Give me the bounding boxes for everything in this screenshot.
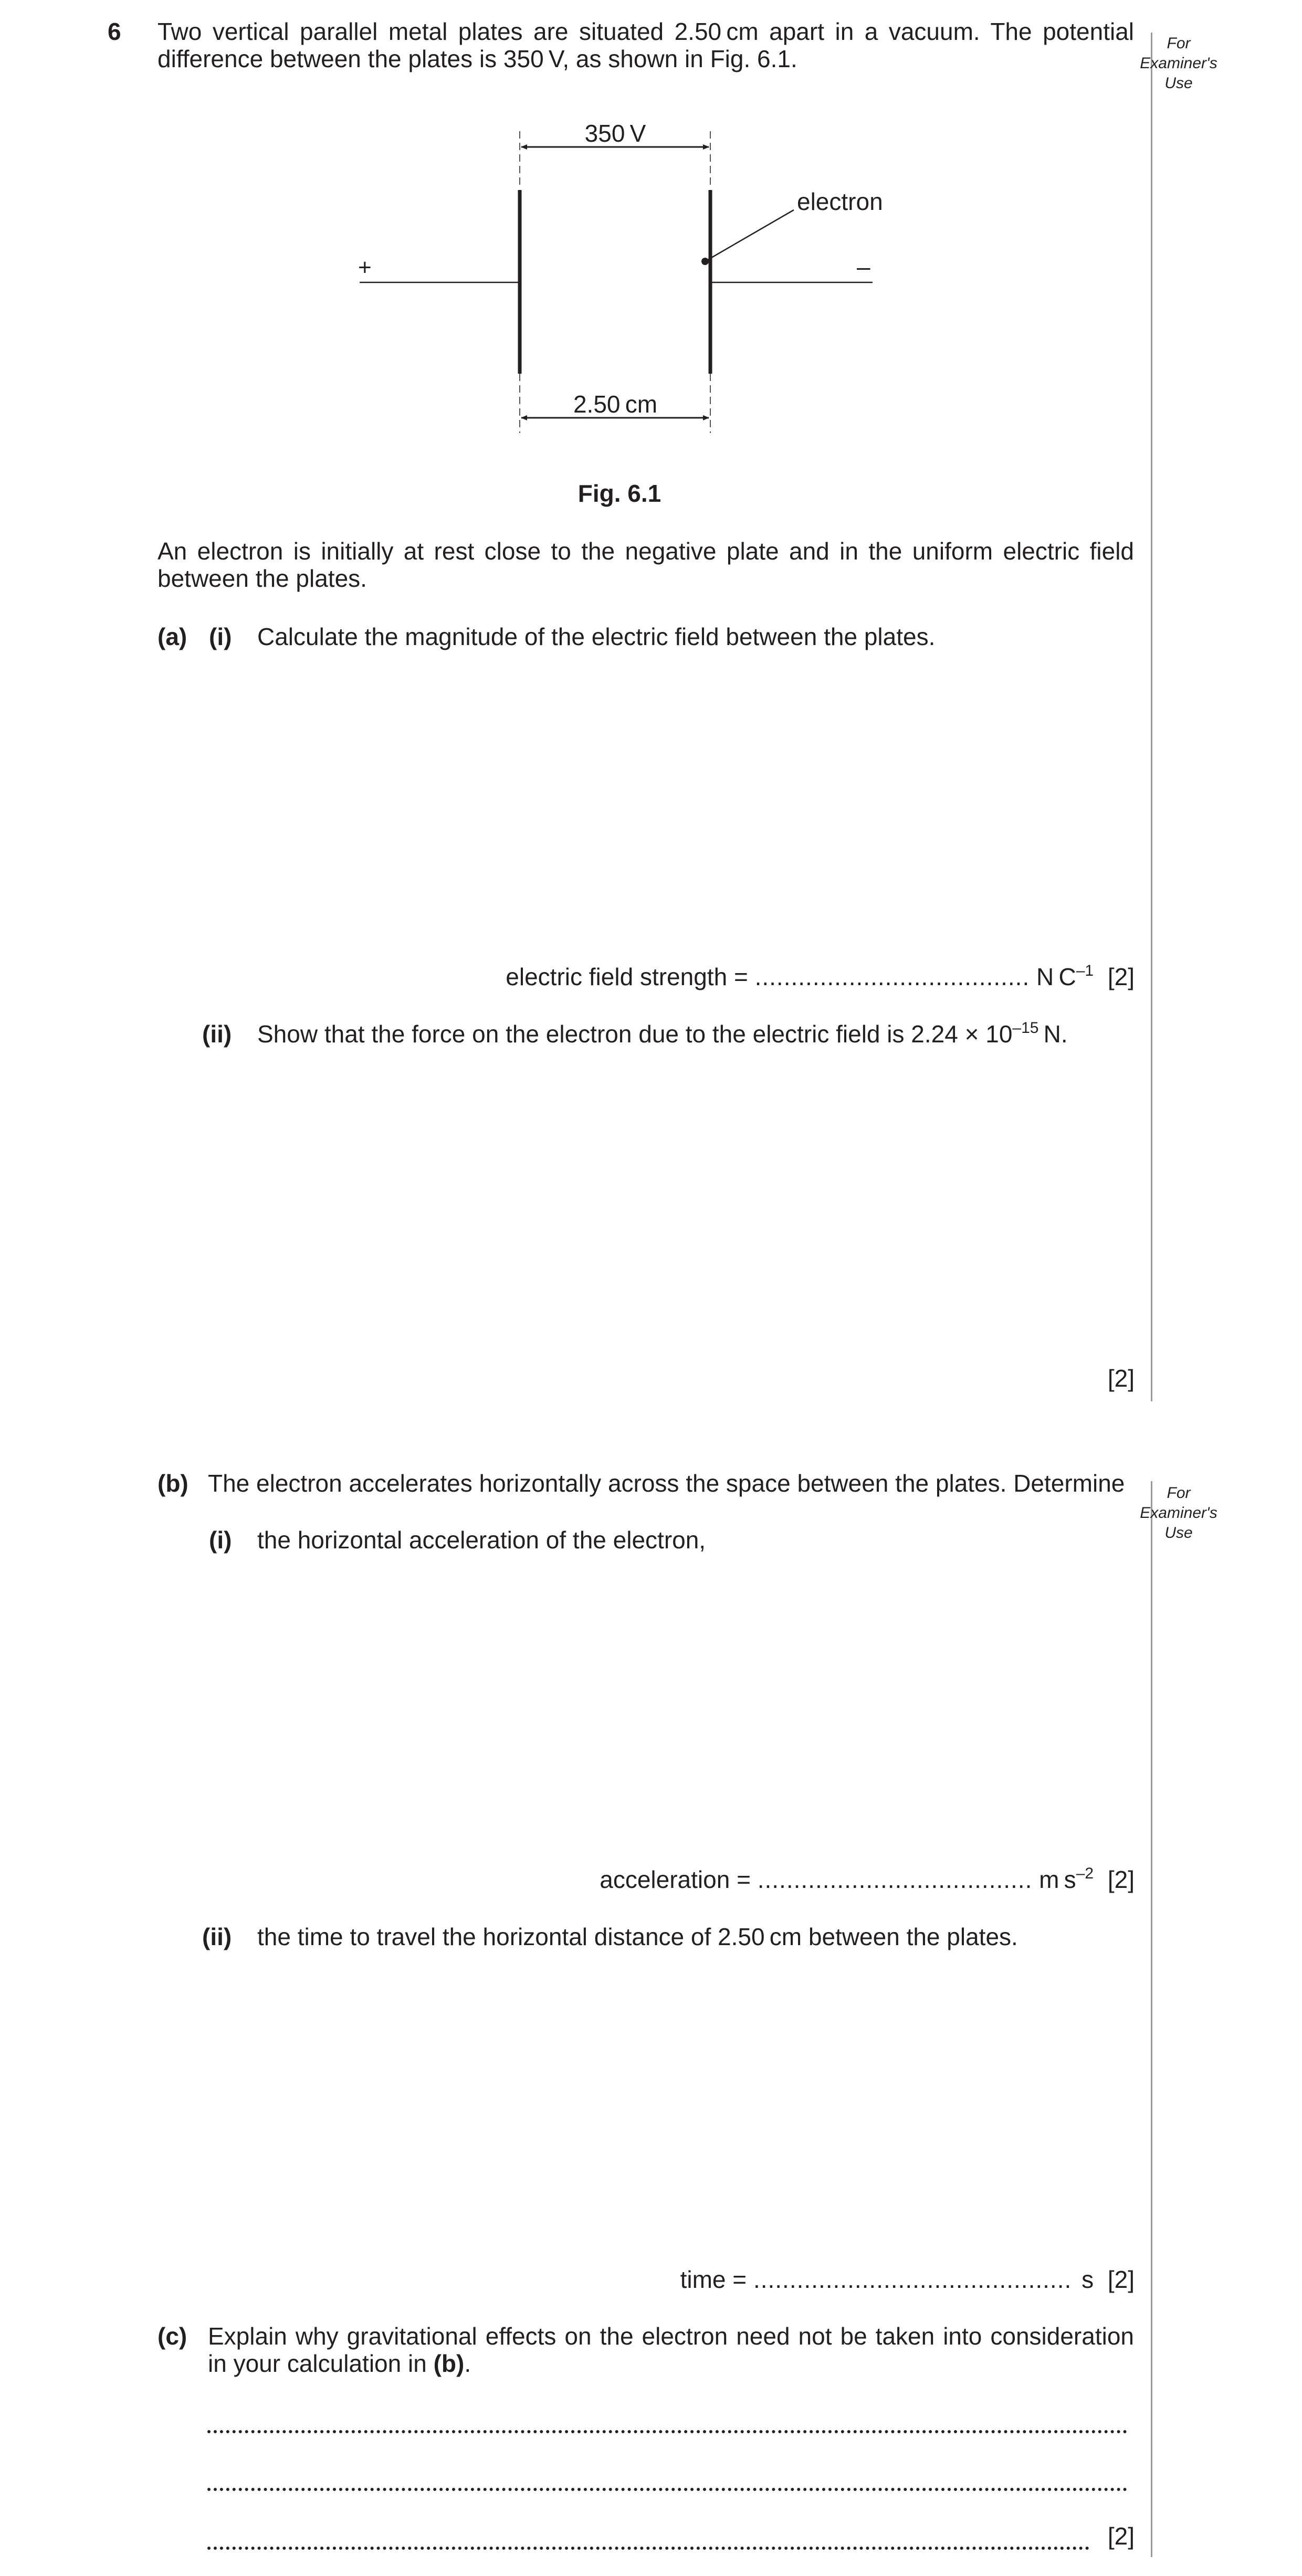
part-b-i-answer-line [600,1866,1135,1893]
field-strength-unit: N $C^{-1}$ [1036,962,1094,990]
part-b-label: (b) [158,1470,188,1497]
plus-label: + [358,255,372,280]
time-unit: s [1082,2266,1094,2293]
part-a-i-question: Calculate the magnitude of the electric field between the plates. [257,623,936,650]
distance-label: 2.50 cm [573,390,658,418]
part-a-ii-question: Show that the force on the electron due to the electric field is $2.24 \times 10^{-15}$ N. [257,1019,1068,1048]
part-c-marks: [2] [1107,2522,1135,2550]
part-c-answer-line-1[interactable] [207,2403,1127,2433]
context-paragraph: An electron is initially at rest close to the negative plate and in the uniform electric field between the plates. [158,537,1134,592]
time-marks: [2] [1107,2266,1135,2293]
part-a-i-answer-line [506,963,1135,990]
field-strength-marks: [2] [1107,963,1135,990]
acceleration-prefix: acceleration = [600,1866,751,1893]
part-b-i-question: the horizontal acceleration of the electron, [257,1526,706,1554]
part-c-answer-line-3[interactable] [207,2519,1089,2550]
part-a-label: (a) [158,623,187,650]
electron-leader-line [708,210,794,260]
figure-6-1 [0,0,1302,525]
minus-label: – [857,253,870,280]
part-b-intro: The electron accelerates horizontally across the space between the plates. Determine [208,1470,1125,1497]
part-c-label: (c) [158,2322,187,2350]
acceleration-answer-dots[interactable]: ...................................... [757,1866,1033,1893]
part-c-question: Explain why gravitational effects on the electron need not be taken into consideration in your calculation in (b). [208,2322,1134,2377]
examiner-margin-line-bottom [1151,1481,1152,2557]
examiner-use-label-bottom: For Examiner's Use [1140,1484,1217,1542]
figure-caption: Fig. 6.1 [578,480,662,507]
part-a-ii-marks: [2] [1107,1365,1135,1392]
time-prefix: time = [680,2266,747,2293]
part-b-i-label: (i) [209,1526,232,1554]
electron-label: electron [797,188,883,215]
field-strength-answer-dots[interactable]: ...................................... [754,963,1030,990]
acceleration-marks: [2] [1107,1866,1135,1893]
electron-dot [701,258,709,265]
part-b-ii-answer-line [680,2266,1135,2293]
part-a-i-label: (i) [209,623,232,650]
part-b-ii-label: (ii) [202,1923,232,1950]
acceleration-unit: m $s^{-2}$ [1039,1865,1094,1893]
part-b-ii-question: the time to travel the horizontal distance of 2.50 cm between the plates. [257,1923,1018,1950]
time-answer-dots[interactable]: ............................................ [753,2266,1072,2293]
question-intro: Two vertical parallel metal plates are situated 2.50 cm apart in a vacuum. The potential difference between the plates is 350 V, as shown in Fig. 6.1. [158,18,1134,72]
voltage-label: 350 V [584,120,646,147]
field-strength-prefix: electric field strength = [506,963,748,990]
examiner-use-label-top: For Examiner's Use [1140,35,1217,92]
part-c-answer-line-2[interactable] [207,2461,1127,2491]
question-number: 6 [108,18,121,45]
part-a-ii-label: (ii) [202,1020,232,1048]
